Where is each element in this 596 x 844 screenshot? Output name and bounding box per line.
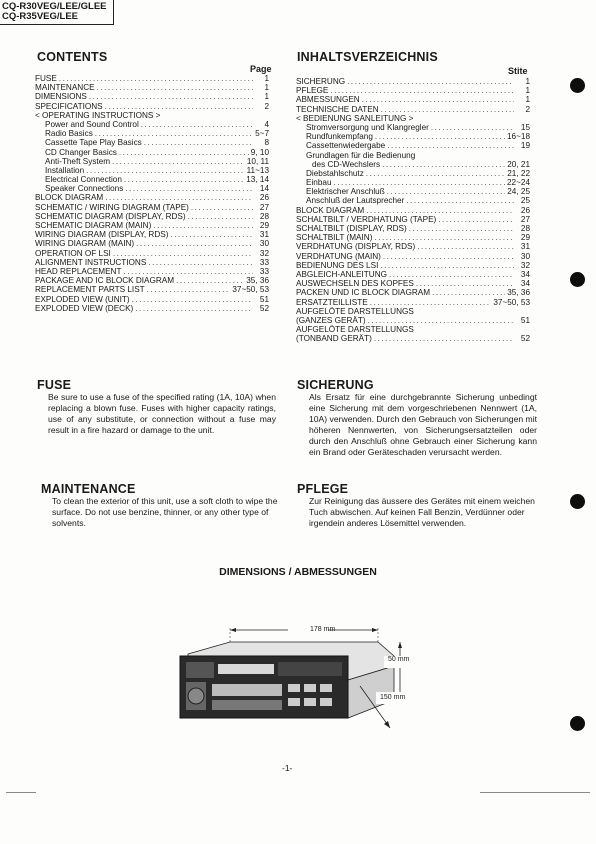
toc-leader: [362, 95, 514, 104]
toc-label: BEDIENUNG DES LSI: [296, 260, 379, 270]
binding-hole-icon: [570, 716, 585, 731]
footer-rule-right: [480, 792, 590, 793]
toc-leader: [382, 160, 505, 169]
toc-label: EXPLODED VIEW (UNIT): [35, 294, 130, 304]
toc-label: Stromversorgung und Klangregler: [306, 122, 429, 132]
toc-page: 4: [264, 119, 269, 129]
toc-row: [296, 196, 530, 205]
toc-label: WIRING DIAGRAM (MAIN): [35, 239, 135, 249]
toc-page: 21, 22: [507, 168, 530, 178]
toc-label: Speaker Connections: [45, 184, 124, 194]
toc-leader: [176, 276, 244, 285]
toc-label: SPECIFICATIONS: [35, 101, 103, 111]
toc-leader: [188, 212, 253, 221]
toc-row: [296, 224, 530, 233]
toc-label: PACKEN UND IC BLOCK DIAGRAM: [296, 288, 431, 298]
toc-row: [35, 120, 269, 129]
toc-row: [35, 148, 269, 157]
toc-leader: [148, 258, 253, 267]
toc-row: [296, 270, 530, 279]
toc-page: 20, 21: [507, 159, 530, 169]
toc-row: [296, 215, 530, 224]
contents-title: CONTENTS: [37, 50, 108, 64]
toc-row: [296, 169, 530, 178]
maintenance-title: MAINTENANCE: [41, 482, 136, 496]
toc-label: OPERATION OF LSI: [35, 248, 111, 258]
toc-label: REPLACEMENT PARTS LIST: [35, 285, 145, 295]
maintenance-text: To clean the exterior of this unit, use a soft cloth to wipe the surface. Do not use benzine, thinner, or any other type of solvents.: [52, 496, 278, 528]
toc-label: CD Changer Basics: [45, 147, 117, 157]
toc-label: VERDHATUNG (DISPLAY, RDS): [296, 242, 416, 252]
toc-label: HEAD REPLACEMENT: [35, 266, 122, 276]
toc-row: [35, 249, 269, 258]
toc-row: [296, 86, 530, 95]
toc-leader: [124, 175, 244, 184]
toc-label: Einbau: [306, 178, 332, 188]
toc-label: Electrical Connection: [45, 175, 122, 185]
toc-leader: [144, 138, 253, 147]
toc-row: [296, 105, 530, 114]
toc-page: 31: [259, 230, 269, 240]
toc-label: SICHERUNG: [296, 77, 346, 86]
toc-leader: [387, 141, 514, 150]
toc-leader: [119, 148, 249, 157]
toc-leader: [95, 129, 253, 138]
toc-label: AUSWECHSELN DES KOPFES: [296, 279, 414, 289]
toc-row: [296, 307, 530, 316]
pflege-title: PFLEGE: [297, 482, 349, 496]
toc-page: 52: [259, 303, 269, 313]
toc-leader: [141, 120, 253, 129]
toc-row: [35, 129, 269, 138]
toc-label: Radio Basics: [45, 129, 93, 139]
toc-leader: [387, 187, 506, 196]
toc-row: [296, 288, 530, 297]
toc-row: [296, 298, 530, 307]
toc-page: 2: [264, 101, 269, 111]
toc-row: [35, 304, 269, 313]
toc-leader: [431, 123, 514, 132]
toc-label: des CD-Wechslers: [312, 159, 381, 169]
toc-page: 13, 14: [246, 175, 269, 185]
toc-label: ALIGNMENT INSTRUCTIONS: [35, 257, 147, 267]
toc-label: FUSE: [35, 74, 57, 83]
toc-page: 1: [264, 83, 269, 93]
toc-page: 35, 36: [246, 276, 269, 286]
toc-label: SCHALTBILT (MAIN): [296, 233, 373, 243]
toc-page: 28: [259, 211, 269, 221]
toc-page: 10, 11: [246, 156, 269, 166]
toc-row: [35, 230, 269, 239]
toc-leader: [132, 295, 253, 304]
toc-page: 37~50, 53: [232, 285, 269, 295]
dimensions-title: DIMENSIONS / ABMESSUNGEN: [219, 566, 377, 578]
toc-page: 8: [264, 138, 269, 148]
sicherung-text: Als Ersatz für eine durchgebrannte Sicherung unbedingt eine Sicherung mit dem vorgeschriebenen Nennwert (1A, 10A) verwenden. Durch den Gebrauch von Sicherungen mit höheren Nennwerten, von Sicherungsersatzteilen oder durch den Anschluß ohne Gebrauch einer Sicherung kann ein Brand oder Geräteschaden verursacht werden.: [309, 392, 537, 457]
toc-label: AUFGELÖTE DARSTELLUNGS: [296, 325, 414, 335]
toc-page: 1: [525, 77, 530, 86]
toc-leader: [374, 233, 514, 242]
toc-leader: [406, 196, 514, 205]
binding-hole-icon: [570, 272, 585, 287]
toc-row: [296, 132, 530, 141]
toc-label: < OPERATING INSTRUCTIONS >: [35, 110, 161, 120]
toc-page: 2: [525, 104, 530, 114]
toc-page: 52: [520, 334, 530, 344]
sicherung-title: SICHERUNG: [297, 378, 374, 392]
toc-label: WIRING DIAGRAM (DISPLAY, RDS): [35, 230, 169, 240]
toc-label: SCHEMATIC DIAGRAM (MAIN): [35, 221, 152, 230]
binding-hole-icon: [570, 78, 585, 93]
toc-label: PFLEGE: [296, 86, 329, 96]
toc-leader: [368, 316, 514, 325]
toc-page: 51: [520, 315, 530, 325]
toc-row: [296, 206, 530, 215]
height-dimension-label: 50 mm: [388, 656, 410, 663]
toc-leader: [125, 184, 253, 193]
toc-leader: [330, 86, 514, 95]
toc-row: [296, 334, 530, 343]
pflege-text: Zur Reinigung das äussere des Gerätes mit einem weichen Tuch abwischen. Auf keinen Fall Benzin, Verdünner oder irgendein anderes Lösemittel verwenden.: [309, 496, 535, 528]
toc-page: 34: [520, 269, 530, 279]
toc-label: MAINTENANCE: [35, 83, 95, 93]
toc-row: [296, 160, 530, 169]
toc-row: [296, 77, 530, 86]
toc-page: 51: [259, 294, 269, 304]
toc-label: Rundfunkempfang: [306, 132, 373, 142]
toc-leader: [136, 239, 253, 248]
toc-label: Grundlagen für die Bedienung: [306, 150, 416, 160]
toc-label: Installation: [45, 165, 85, 175]
contents-page-label: Page: [250, 64, 272, 74]
toc-leader: [112, 157, 245, 166]
toc-leader: [89, 92, 253, 101]
toc-page: 28: [520, 224, 530, 233]
toc-label: SCHEMATIC / WIRING DIAGRAM (TAPE): [35, 202, 189, 212]
toc-page: 25: [520, 196, 530, 206]
toc-page: 27: [259, 202, 269, 212]
toc-row: [35, 258, 269, 267]
toc-page: 33: [259, 257, 269, 267]
inhalt-page-label: Stite: [508, 66, 528, 76]
model-line-2: CQ-R35VEG/LEE: [2, 11, 79, 22]
model-line-1: CQ-R30VEG/LEE/GLEE: [2, 1, 107, 12]
toc-page: 16~18: [507, 132, 530, 142]
toc-page: 31: [520, 242, 530, 252]
toc-leader: [191, 203, 253, 212]
toc-page: 14: [259, 184, 269, 194]
toc-leader: [334, 178, 506, 187]
toc-row: [296, 123, 530, 132]
toc-leader: [153, 221, 253, 230]
toc-label: ABMESSUNGEN: [296, 95, 360, 105]
toc-page: 37~50, 53: [493, 297, 530, 307]
toc-label: TECHNISCHE DATEN: [296, 104, 379, 114]
toc-label: (GANZES GERÄT): [296, 315, 366, 325]
toc-row: [296, 316, 530, 325]
toc-label: ABGLEICH-ANLEITUNG: [296, 269, 387, 279]
toc-leader: [347, 77, 514, 86]
toc-label: (TONBAND GERÄT): [296, 334, 372, 344]
toc-leader: [374, 334, 514, 343]
toc-leader: [381, 105, 514, 114]
toc-leader: [370, 298, 492, 307]
toc-page: 22~24: [507, 178, 530, 188]
toc-row: [35, 92, 269, 101]
binding-hole-icon: [570, 494, 585, 509]
toc-leader: [383, 252, 514, 261]
toc-page: 30: [259, 239, 269, 249]
toc-row: [296, 151, 530, 160]
toc-row: [296, 114, 530, 123]
toc-page: 9, 10: [250, 147, 269, 157]
toc-page: 34: [520, 279, 530, 289]
toc-leader: [105, 102, 253, 111]
toc-row: [296, 187, 530, 196]
toc-leader: [97, 83, 253, 92]
toc-label: < BEDIENUNG SANLEITUNG >: [296, 113, 414, 123]
toc-page: 26: [520, 205, 530, 215]
toc-page: 26: [259, 193, 269, 203]
toc-leader: [432, 288, 505, 297]
toc-label: EXPLODED VIEW (DECK): [35, 303, 134, 313]
toc-row: [296, 141, 530, 150]
inhalt-list: [296, 77, 530, 343]
depth-dimension-label: 150 mm: [380, 694, 406, 701]
toc-row: [35, 157, 269, 166]
toc-row: [35, 111, 269, 120]
model-number-box: [0, 0, 114, 25]
toc-row: [296, 233, 530, 242]
toc-row: [35, 74, 269, 83]
toc-row: [35, 102, 269, 111]
toc-leader: [416, 279, 514, 288]
toc-leader: [389, 270, 514, 279]
toc-page: 1: [525, 95, 530, 105]
toc-row: [296, 261, 530, 270]
fuse-text: Be sure to use a fuse of the specified rating (1A, 10A) when replacing a blown fuse. Fuses with higher capacity ratings, use of any substitute, or connection without a fuse may result in a fire hazard or damage to the unit.: [48, 392, 276, 435]
toc-page: 1: [525, 86, 530, 96]
toc-leader: [113, 249, 253, 258]
width-dimension-label: 178 mm: [310, 626, 336, 633]
footer-rule-left: [6, 792, 36, 793]
toc-leader: [438, 215, 514, 224]
toc-label: Anschluß der Lautsprecher: [306, 196, 405, 206]
toc-row: [35, 193, 269, 202]
toc-row: [35, 295, 269, 304]
toc-leader: [170, 230, 253, 239]
toc-leader: [366, 206, 514, 215]
toc-leader: [123, 267, 253, 276]
car-stereo-dimension-drawing: [170, 608, 430, 738]
toc-page: 5~7: [255, 129, 269, 139]
toc-row: [296, 178, 530, 187]
toc-page: 35, 36: [507, 288, 530, 298]
inhalt-title: INHALTSVERZEICHNIS: [297, 50, 438, 64]
toc-page: 32: [259, 248, 269, 258]
toc-label: DIMENSIONS: [35, 92, 87, 102]
toc-label: ERSATZTEILLISTE: [296, 297, 368, 307]
toc-label: SCHALTBILT (DISPLAY, RDS): [296, 224, 407, 233]
toc-row: [35, 285, 269, 294]
toc-leader: [375, 132, 505, 141]
toc-page: 1: [264, 74, 269, 83]
toc-page: 1: [264, 92, 269, 102]
contents-list: [35, 74, 269, 313]
toc-row: [35, 166, 269, 175]
toc-page: 15: [520, 122, 530, 132]
toc-leader: [147, 285, 231, 294]
toc-row: [35, 83, 269, 92]
toc-leader: [380, 261, 514, 270]
toc-row: [35, 184, 269, 193]
toc-label: Cassette Tape Play Basics: [45, 138, 142, 148]
toc-page: 29: [259, 221, 269, 230]
toc-label: AUFGELÖTE DARSTELLUNGS: [296, 306, 414, 316]
toc-row: [35, 203, 269, 212]
toc-label: Elektrischer Anschluß: [306, 187, 385, 197]
toc-leader: [417, 242, 514, 251]
toc-row: [296, 252, 530, 261]
toc-page: 30: [520, 251, 530, 261]
toc-page: 33: [259, 266, 269, 276]
toc-row: [35, 175, 269, 184]
toc-row: [35, 138, 269, 147]
toc-row: [35, 276, 269, 285]
toc-row: [296, 325, 530, 334]
toc-page: 27: [520, 214, 530, 224]
toc-label: Diebstahlschutz: [306, 168, 364, 178]
toc-leader: [86, 166, 244, 175]
toc-row: [296, 242, 530, 251]
fuse-title: FUSE: [37, 378, 72, 392]
toc-leader: [409, 224, 514, 233]
toc-row: [296, 95, 530, 104]
toc-page: 19: [520, 141, 530, 151]
toc-leader: [59, 74, 253, 83]
page-number: -1-: [282, 763, 293, 773]
toc-label: PACKAGE AND IC BLOCK DIAGRAM: [35, 276, 175, 286]
toc-page: 24, 25: [507, 187, 530, 197]
toc-label: SCHALTBILT / VERDHATUNG (TAPE): [296, 214, 437, 224]
toc-page: 29: [520, 233, 530, 243]
toc-row: [296, 279, 530, 288]
toc-label: BLOCK DIAGRAM: [296, 205, 365, 215]
toc-row: [35, 239, 269, 248]
toc-row: [35, 267, 269, 276]
toc-row: [35, 221, 269, 230]
toc-label: SCHEMATIC DIAGRAM (DISPLAY, RDS): [35, 211, 186, 221]
toc-leader: [135, 304, 253, 313]
toc-label: Cassettenwiedergabe: [306, 141, 386, 151]
toc-page: 32: [520, 260, 530, 270]
toc-label: Anti-Theft System: [45, 156, 111, 166]
toc-label: BLOCK DIAGRAM: [35, 193, 104, 203]
toc-leader: [366, 169, 505, 178]
toc-row: [35, 212, 269, 221]
toc-page: 11~13: [246, 165, 269, 175]
toc-leader: [105, 193, 253, 202]
toc-label: Power and Sound Control: [45, 119, 139, 129]
toc-label: VERDHATUNG (MAIN): [296, 251, 381, 261]
